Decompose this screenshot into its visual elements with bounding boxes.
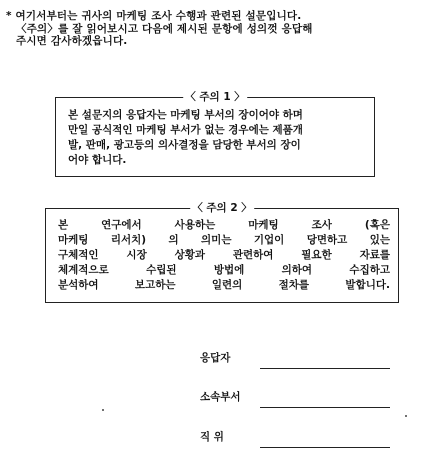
scan-speck <box>102 409 104 411</box>
notice-line: 본 설문지의 응답자는 마케팅 부서의 장이어야 하며 <box>68 109 303 121</box>
position-row <box>200 430 390 448</box>
respondent-label: 응답자 <box>200 352 231 364</box>
intro-text <box>6 10 430 48</box>
notice-title-1: 〈 주의 1 〉 <box>185 91 245 103</box>
notice-box-1 <box>55 91 375 177</box>
notice-box-2 <box>45 202 399 303</box>
notice-line: 어야 합니다. <box>68 154 127 166</box>
department-row <box>200 390 390 408</box>
notice-title-2: 〈 주의 2 〉 <box>192 202 252 214</box>
respondent-blank[interactable] <box>260 368 390 369</box>
position-label: 직 위 <box>200 431 224 443</box>
notice-line: 구체적인 시장 상황과 관련하여 필요한 자료를 <box>58 249 390 261</box>
notice-line: 분석하여 보고하는 일련의 절차를 발합니다. <box>58 279 390 291</box>
position-blank[interactable] <box>260 447 390 448</box>
intro-line: 주시면 감사하겠읍니다. <box>16 35 128 47</box>
notice-line: 체계적으로 수립된 방법에 의하여 수집하고 <box>58 264 390 276</box>
respondent-row <box>200 351 390 369</box>
intro-line: * 여기서부터는 귀사의 마케팅 조사 수행과 관련된 설문입니다. <box>6 10 302 22</box>
notice-line: 마케팅 리서치) 의 의미는 기업이 당면하고 있는 <box>58 234 390 246</box>
department-blank[interactable] <box>260 407 390 408</box>
notice-line: 만일 공식적인 마케팅 부서가 없는 경우에는 제품개 <box>68 124 303 136</box>
intro-line: 〈주의〉를 잘 읽어보시고 다음에 제시된 문항에 성의껏 응답해 <box>16 22 313 35</box>
scan-speck <box>405 415 407 417</box>
department-label: 소속부서 <box>200 391 241 403</box>
notice-line: 발, 판매, 광고등의 의사결정을 담당한 부서의 장이 <box>68 139 301 151</box>
notice-line: 본 연구에서 사용하는 마케팅 조사 (혹은 <box>58 219 390 231</box>
